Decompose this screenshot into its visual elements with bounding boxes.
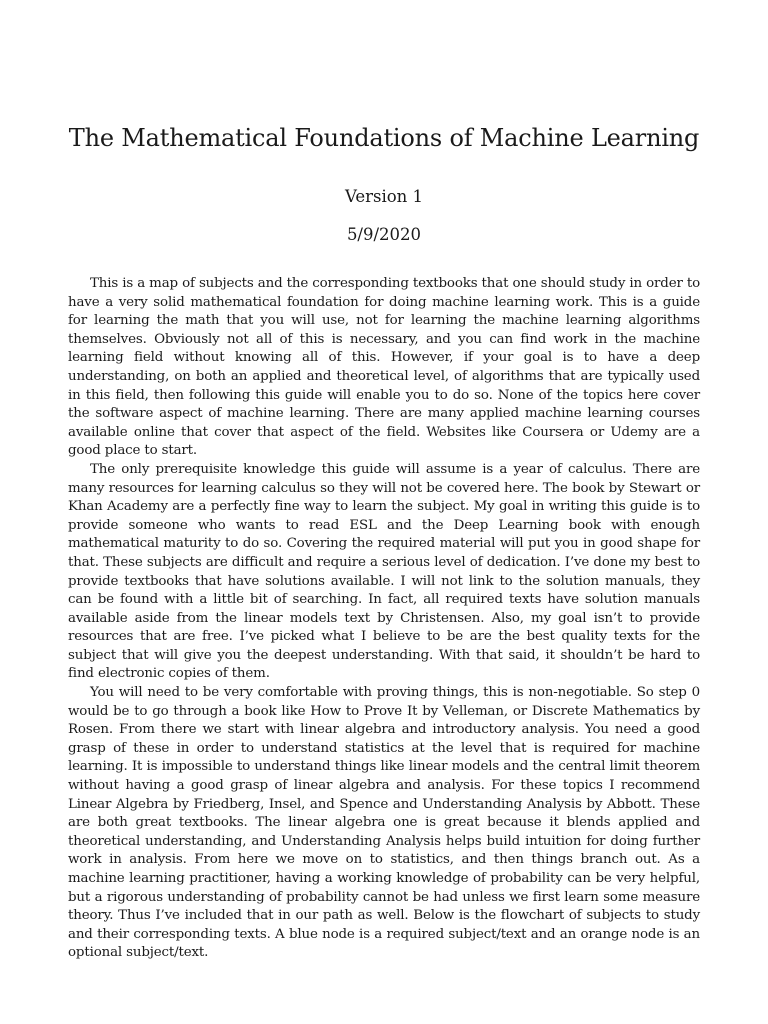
paragraph-intro: This is a map of subjects and the corresponding textbooks that one should study in order to have a very solid mathematical foundation for doing machine learning work. This is a guide for learning the math that you will use, not for learning the machine learning algorithms themselves. Obviously not all of this is necessary, and you can find work in the machine learning field without knowing all of this. However, if your goal is to have a deep understanding, on both an applied and theoretical level, of algorithms that are typically used in this field, then following this guide will enable you to do so. None of the topics here cover the software aspect of machine learning. There are many applied machine learning courses available online that cover that aspect of the field. Websites like Coursera or Udemy are a good place to start. [68, 276, 700, 459]
paragraph-study-path: You will need to be very comfortable with proving things, this is non-negotiable. So step 0 would be to go through a book like How to Prove It by Velleman, or Discrete Mathematics by Rosen. From there we start with linear algebra and introductory analysis. You need a good grasp of these in order to understand statistics at the level that is required for machine learning. It is impossible to understand things like linear models and the central limit theorem without having a good grasp of linear algebra and analysis. For these topics I recommend Linear Algebra by Friedberg, Insel, and Spence and Understanding Analysis by Abbott. These are both great textbooks. The linear algebra one is great because it blends applied and theoretical understanding, and Understanding Analysis helps build intuition for doing further work in analysis. From here we move on to statistics, and then things branch out. As a machine learning practitioner, having a working knowledge of probability can be very helpful, but a rigorous understanding of probability cannot be had unless we first learn some measure theory. Thus I’ve included that in our path as well. Below is the flowchart of subjects to study and their corresponding texts. A blue node is a required subject/text and an orange node is an optional subject/text. [68, 685, 700, 961]
document-title: The Mathematical Foundations of Machine Learning [68, 124, 700, 152]
paragraph-prerequisites: The only prerequisite knowledge this guide will assume is a year of calculus. There are many resources for learning calculus so they will not be covered here. The book by Stewart or Khan Academy are a perfectly fine way to learn the subject. My goal in writing this guide is to provide someone who wants to read ESL and the Deep Learning book with enough mathematical maturity to do so. Covering the required material will put you in good shape for that. These subjects are difficult and require a serious level of dedication. I’ve done my best to provide textbooks that have solutions available. I will not link to the solution manuals, they can be found with a little bit of searching. In fact, all required texts have solution manuals available aside from the linear models text by Christensen. Also, my goal isn’t to provide resources that are free. I’ve picked what I believe to be are the best quality texts for the subject that will give you the deepest understanding. With that said, it shouldn’t be hard to find electronic copies of them. [68, 461, 700, 682]
document-version: Version 1 [344, 187, 424, 206]
document-date: 5/9/2020 [346, 225, 422, 244]
document-body [68, 275, 700, 963]
